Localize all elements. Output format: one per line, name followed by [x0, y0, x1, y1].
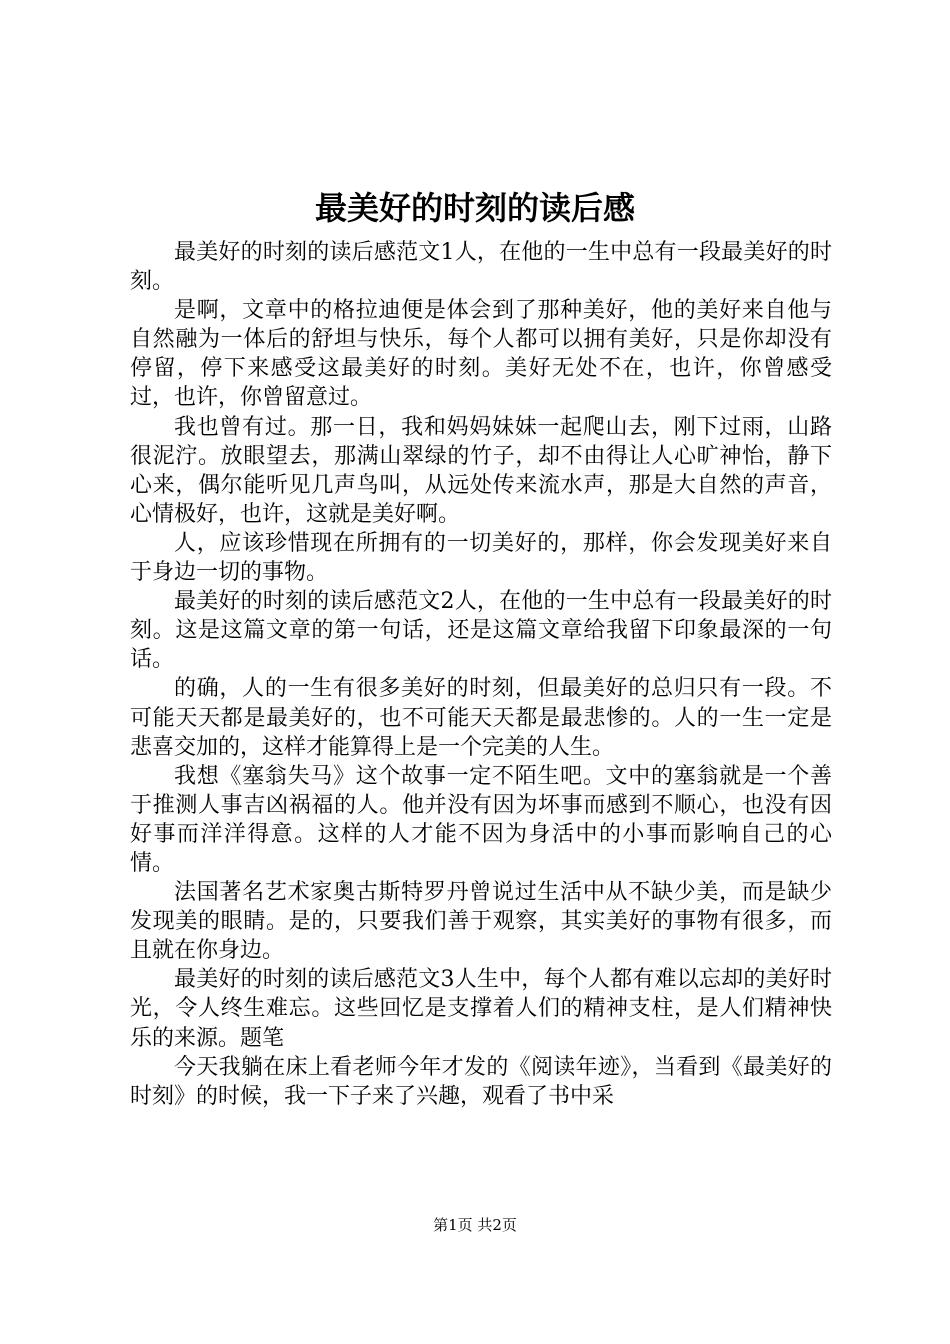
document-title: 最美好的时刻的读后感	[314, 189, 635, 227]
paragraph: 的确，人的一生有很多美好的时刻，但最美好的总归只有一段。不可能天天都是最美好的，也不可能天天都是最悲惨的。人的一生一定是悲喜交加的，这样才能算得上是一个完美的人生。	[130, 676, 832, 760]
paragraph: 人，应该珍惜现在所拥有的一切美好的，那样，你会发现美好来自于身边一切的事物。	[130, 530, 832, 586]
document-body	[130, 238, 832, 1111]
paragraph: 最美好的时刻的读后感范文2人，在他的一生中总有一段最美好的时刻。这是这篇文章的第一句话，还是这篇文章给我留下印象最深的一句话。	[130, 589, 832, 673]
paragraph: 最美好的时刻的读后感范文1人，在他的一生中总有一段最美好的时刻。	[130, 240, 832, 295]
paragraph: 我也曾有过。那一日，我和妈妈妹妹一起爬山去，刚下过雨，山路很泥泞。放眼望去，那满山翠绿的竹子，却不由得让人心旷神怡，静下心来，偶尔能听见几声鸟叫，从远处传来流水声，那是大自然的声音，心情极好，也许，这就是美好啊。	[130, 414, 832, 527]
paragraph: 法国著名艺术家奥古斯特罗丹曾说过生活中从不缺少美，而是缺少发现美的眼睛。是的，只要我们善于观察，其实美好的事物有很多，而且就在你身边。	[130, 880, 832, 964]
paragraph: 最美好的时刻的读后感范文3人生中，每个人都有难以忘却的美好时光，令人终生难忘。这些回忆是支撑着人们的精神支柱，是人们精神快乐的来源。题笔	[130, 967, 832, 1051]
page-number-footer: 第1页 共2页	[433, 1216, 517, 1234]
paragraph: 我想《塞翁失马》这个故事一定不陌生吧。文中的塞翁就是一个善于推测人事吉凶祸福的人。他并没有因为坏事而感到不顺心，也没有因好事而洋洋得意。这样的人才能不因为身活中的小事而影响自己的心情。	[130, 763, 832, 876]
paragraph: 是啊，文章中的格拉迪便是体会到了那种美好，他的美好来自他与自然融为一体后的舒坦与快乐，每个人都可以拥有美好，只是你却没有停留，停下来感受这最美好的时刻。美好无处不在，也许，你曾感受过，也许，你曾留意过。	[130, 298, 832, 411]
paragraph: 今天我躺在床上看老师今年才发的《阅读年迹》，当看到《最美好的时刻》的时候，我一下子来了兴趣，观看了书中采	[130, 1054, 832, 1109]
